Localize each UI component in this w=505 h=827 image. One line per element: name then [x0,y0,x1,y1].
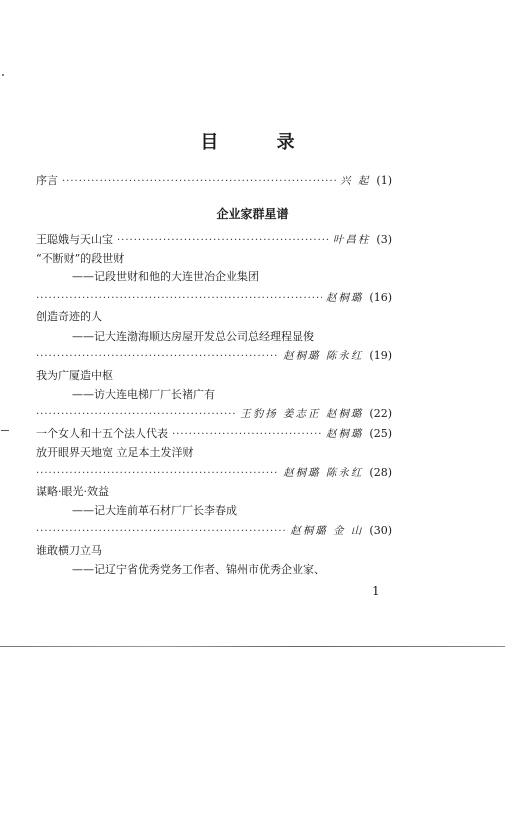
toc-subtitle: ——记辽宁省优秀党务工作者、锦州市优秀企业家、 [72,563,325,576]
page-speck [2,74,4,76]
toc-subtitle: ——记大连前革石材厂厂长李春成 [72,504,237,517]
toc-author: 兴 起 [340,175,371,187]
toc-subtitle: ——访大连电梯厂厂长褚广有 [72,388,215,401]
toc-page: (30) [369,524,392,537]
toc-subtitle-line [72,328,392,345]
toc-author: 王豹扬 姜志正 赵桐璐 [240,408,364,420]
toc-title: 放开眼界天地宽 立足本土发洋财 [36,446,194,459]
toc-author: 赵桐璐 [325,428,364,440]
toc-author: 叶昌柱 [332,234,371,246]
toc-entry[interactable] [36,250,392,267]
page-number: 1 [372,584,380,598]
page-speck [1,430,9,431]
dot-leader [36,465,279,482]
toc-author-line [36,522,392,539]
toc-title: “不断财”的段世财 [36,252,125,265]
toc-entry[interactable] [36,231,392,248]
toc-title: 王聪娥与天山宝 [36,233,113,246]
toc-page: (25) [369,427,392,440]
toc-title: 创造奇迹的人 [36,310,102,323]
toc-title: 谋略·眼光·效益 [36,485,109,498]
toc-subtitle-line [72,502,392,519]
toc-author: 赵桐璐 [325,292,364,304]
toc-subtitle-line [72,561,392,578]
toc-title: 一个女人和十五个法人代表 [36,427,168,440]
section-heading: 企业家群星谱 [216,207,289,221]
toc-page: (28) [369,466,392,479]
toc-title: 我为广厦造中枢 [36,369,113,382]
dot-leader [36,523,286,540]
toc-author: 赵桐璐 金 山 [290,525,364,537]
toc-page: (22) [369,407,392,420]
toc-author-line [36,347,392,364]
toc-author: 赵桐璐 陈永红 [283,350,364,362]
toc-page: (16) [369,291,392,304]
dot-leader [36,348,279,365]
dot-leader [36,406,236,423]
toc-entry[interactable] [36,444,392,461]
dot-leader [117,232,329,249]
dot-leader [62,173,336,190]
toc-author: 赵桐璐 陈永红 [283,467,364,479]
toc-title: 谁敢横刀立马 [36,544,102,557]
dot-leader [172,426,322,443]
toc-subtitle-line [72,268,392,285]
toc-entry[interactable] [36,483,392,500]
toc-entry-preface[interactable] [36,172,392,189]
page-title: 目 录 [200,132,321,153]
toc-author-line [36,464,392,481]
toc-entry[interactable] [36,542,392,559]
toc-subtitle: ——记段世财和他的大连世冶企业集团 [72,270,259,283]
toc-page: (19) [369,349,392,362]
dot-leader [36,290,322,307]
toc-page: (3) [376,233,392,246]
toc-author-line [36,405,392,422]
toc-title: 序言 [36,174,58,187]
toc-author-line [36,289,392,306]
toc-entry[interactable] [36,367,392,384]
toc-subtitle: ——记大连渤海顺达房屋开发总公司总经理程显俊 [72,330,314,343]
toc-entry[interactable] [36,425,392,442]
toc-subtitle-line [72,386,392,403]
page-edge-rule [0,646,505,647]
toc-entry[interactable] [36,308,392,325]
toc-page: (1) [376,174,392,187]
